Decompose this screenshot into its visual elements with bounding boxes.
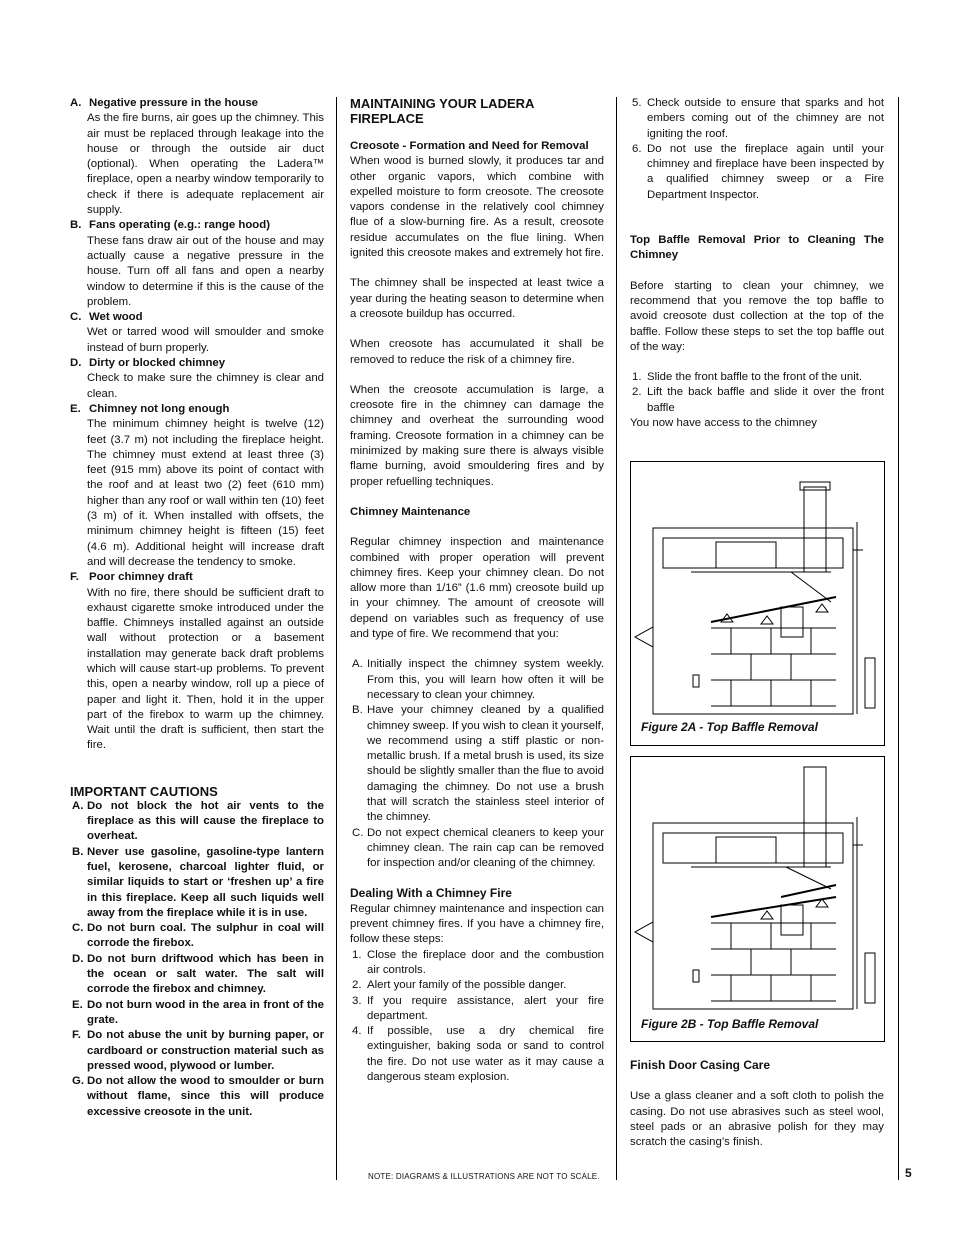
trouble-item-title	[70, 402, 324, 417]
maintenance-item	[350, 657, 604, 703]
trouble-item-body: Check to make sure the chimney is clear and clean.	[87, 372, 324, 400]
caution-letter: D.	[72, 952, 84, 965]
fire-step	[630, 142, 884, 203]
figure-2b-caption: Figure 2B - Top Baffle Removal	[641, 1017, 819, 1031]
page-number: 5	[905, 1166, 912, 1180]
chimney-fire-steps-continued	[630, 96, 884, 203]
maintenance-item-text: Initially inspect the chimney system weekly. From this, you will learn how often it will be necessary to clean your chimney.	[367, 658, 604, 701]
scale-footnote: NOTE: DIAGRAMS & ILLUSTRATIONS ARE NOT TO SCALE.	[368, 1172, 600, 1181]
fire-step-text: Alert your family of the possible danger.	[367, 979, 567, 992]
caution-text: Never use gasoline, gasoline-type lantern fuel, kerosene, charcoal lighter fluid, or similar liquids to start or ‘freshen up’ a fire in this fireplace. Keep all such liquids well away from the fireplace while it is in use.	[87, 845, 324, 919]
maintenance-item-marker: B.	[352, 704, 363, 717]
baffle-removal-heading: Top Baffle Removal Prior to Cleaning The Chimney	[630, 234, 884, 262]
baffle-step-marker: 2.	[632, 386, 642, 399]
chimney-maintenance-list	[350, 657, 604, 871]
caution-item	[70, 1074, 324, 1120]
maintenance-item-text: Have your chimney cleaned by a qualified chimney sweep. If you wish to clean it yourself, we recommend using a stiff plastic or non-metallic brush. If a metal brush is used, its size should be slightly smaller than the flue to avoid damaging the chimney. Do not use a brush that will scratch the stainless steel interior of the chimney.	[367, 704, 604, 824]
caution-text: Do not burn coal. The sulphur in coal will corrode the firebox.	[87, 922, 324, 950]
maintenance-item	[350, 703, 604, 825]
trouble-item-title	[70, 96, 324, 111]
trouble-item-letter: E.	[70, 402, 81, 415]
casing-care-heading: Finish Door Casing Care	[630, 1058, 771, 1072]
column-rule-2	[616, 97, 617, 1180]
trouble-item-title	[70, 356, 324, 371]
creosote-paragraph-3: When creosote has accumulated it shall be removed to reduce the risk of a chimney fire.	[350, 338, 604, 366]
fire-step-text: Close the fireplace door and the combustion air controls.	[367, 948, 604, 976]
fire-step-marker: 3.	[352, 994, 362, 1007]
fire-step-text: If you require assistance, alert your fire department.	[367, 994, 604, 1022]
caution-text: Do not abuse the unit by burning paper, or cardboard or construction material such as pressed wood, plywood or lumber.	[87, 1029, 324, 1072]
column-baffle-care	[630, 96, 884, 431]
caution-item	[70, 921, 324, 952]
caution-letter: A.	[72, 799, 84, 812]
baffle-removal-steps	[630, 370, 884, 416]
chimney-fire-paragraph: Regular chimney maintenance and inspection can prevent chimney fires. If you have a chimney fire, follow these steps:	[350, 902, 604, 946]
caution-letter: E.	[72, 998, 83, 1011]
trouble-item-letter: B.	[70, 219, 82, 232]
chimney-fire-heading: Dealing With a Chimney Fire	[350, 886, 512, 901]
creosote-paragraph-4: When the creosote accumulation is large, a creosote fire in the chimney can damage the chimney and overheat the surrounding wood framing. Creosote formation in a chimney can be minimized by making sure there is always visible flame burning, avoid smouldering fires and by proper refuelling techniques.	[350, 383, 604, 488]
figure-2a-caption: Figure 2A - Top Baffle Removal	[641, 720, 818, 734]
baffle-step-marker: 1.	[632, 371, 642, 384]
caution-item	[70, 952, 324, 998]
spacer	[70, 754, 324, 784]
column-maintenance	[350, 96, 604, 1085]
caution-letter: C.	[72, 922, 84, 935]
caution-item	[70, 998, 324, 1029]
caution-item	[70, 845, 324, 921]
fire-step-marker: 2.	[352, 979, 362, 992]
creosote-heading: Creosote - Formation and Need for Removal	[350, 140, 589, 152]
fire-step	[350, 948, 604, 979]
trouble-item-heading: Fans operating (e.g.: range hood)	[89, 219, 270, 232]
casing-care-section	[630, 1058, 884, 1150]
trouble-item-title	[70, 310, 324, 325]
chimney-maintenance-paragraph: Regular chimney inspection and maintenance combined with proper operation will prevent chimney fires. Keep your chimney clean. Do not allow more than 1/16” (1.6 mm) creosote build up in your chimney. The amount of creosote will depend on variables such as frequency of use and type of fire. We recommend that you:	[350, 536, 604, 641]
fire-step	[350, 1024, 604, 1085]
caution-item	[70, 799, 324, 845]
caution-text: Do not burn wood in the area in front of the grate.	[87, 998, 324, 1026]
fire-step-marker: 5.	[632, 97, 642, 109]
trouble-item-body: These fans draw air out of the house and may actually cause a negative pressure in the house. Turn off all fans and open a nearby window to determine if this is the cause of the problem.	[87, 234, 324, 308]
caution-text: Do not block the hot air vents to the fireplace as this will cause the fireplace to overheat.	[87, 799, 324, 843]
figure-2b-illustration	[631, 757, 884, 1041]
chimney-maintenance-heading: Chimney Maintenance	[350, 505, 471, 518]
column-rule-3	[898, 97, 899, 1180]
baffle-step	[630, 385, 884, 416]
column-rule-1	[336, 97, 337, 1180]
maintenance-item-text: Do not expect chemical cleaners to keep your chimney clean. The rain cap can be removed for inspection and/or cleaning of the chimney.	[367, 826, 604, 870]
baffle-step-text: Lift the back baffle and slide it over the front baffle	[647, 386, 884, 414]
trouble-item-letter: F.	[70, 571, 79, 584]
fire-step-marker: 4.	[352, 1025, 362, 1038]
baffle-step-text: Slide the front baffle to the front of the unit.	[647, 371, 863, 384]
trouble-item-heading: Chimney not long enough	[89, 402, 230, 415]
figure-2a	[630, 461, 885, 746]
trouble-item-body: Wet or tarred wood will smoulder and smoke instead of burn properly.	[87, 326, 324, 354]
fire-step	[630, 96, 884, 142]
baffle-removal-paragraph: Before starting to clean your chimney, we recommend that you remove the top baffle to avoid creosote dust collection at the top of the baffle. Follow these steps to set the top baffle out of the way:	[630, 279, 884, 353]
fire-step-marker: 1.	[352, 948, 362, 961]
fire-step	[350, 994, 604, 1025]
caution-text: Do not burn driftwood which has been in the ocean or salt water. The salt will corrode the firebox and chimney.	[87, 952, 324, 996]
trouble-item-letter: A.	[70, 97, 82, 109]
cautions-list	[70, 799, 324, 1120]
trouble-item-body: As the fire burns, air goes up the chimney. This air must be replaced through leakage into the house or through the outside air duct (optional). When operating the Ladera™ fireplace, open a nearby window temporarily to check if there is adequate replacement air supply.	[87, 112, 325, 217]
trouble-item-body: With no fire, there should be sufficient draft to exhaust cigarette smoke introduced under the baffle. Chimneys installed against an outside wall without protection or a basement installation may generate back draft problems which will cause start-up problems. To prevent this, open a nearby window, roll up a piece of paper and light it. Then, hold it in the upper part of the firebox to warm up the chimney. Wait until the draft is sufficient, then start the fire.	[87, 586, 324, 752]
fire-step	[350, 978, 604, 993]
trouble-item-body: The minimum chimney height is twelve (12) feet (3.7 m) not including the fireplace height. The chimney must extend at least three (3) feet (915 mm) above its point of contact with the roof and at least two (2) feet (610 mm) higher than any roof or wall within ten (10) feet (3 m) of it. When installed with offsets, the minimum chimney height is fifteen (15) feet (4.6 m). Additional height will increase draft and will decrease the tendency to smoke.	[87, 418, 324, 568]
column-troubleshooting	[70, 96, 324, 1120]
trouble-item-heading: Dirty or blocked chimney	[89, 357, 226, 370]
caution-text: Do not allow the wood to smoulder or burn without flame, since this will produce excessive creosote in the unit.	[87, 1075, 324, 1118]
casing-care-paragraph: Use a glass cleaner and a soft cloth to polish the casing. Do not use abrasives such as steel wool, steel pads or an abrasive polish for they may scratch the casing’s finish.	[630, 1090, 884, 1149]
section-heading-maintaining: MAINTAINING YOUR LADERA FIREPLACE	[350, 96, 534, 126]
trouble-item-heading: Poor chimney draft	[89, 571, 193, 584]
trouble-item-title	[70, 218, 324, 233]
figure-2a-illustration	[631, 462, 884, 745]
caution-letter: F.	[72, 1029, 81, 1042]
caution-item	[70, 1028, 324, 1074]
chimney-fire-steps-list	[350, 948, 604, 1086]
caution-letter: G.	[72, 1075, 85, 1088]
fire-step-marker: 6.	[632, 142, 642, 155]
trouble-item-letter: D.	[70, 357, 82, 370]
trouble-item-heading: Negative pressure in the house	[89, 97, 259, 109]
trouble-item-heading: Wet wood	[89, 311, 143, 324]
maintenance-item-marker: A.	[352, 658, 363, 671]
trouble-item-title	[70, 570, 324, 585]
fire-step-text: Do not use the fireplace again until your chimney and fireplace have been inspected by a qualified chimney sweep or a Fire Department Inspector.	[647, 142, 884, 201]
caution-letter: B.	[72, 845, 84, 858]
creosote-paragraph-1: When wood is burned slowly, it produces tar and other organic vapors, which combine with expelled moisture to form creosote. The creosote vapors condense in the relatively cool chimney flue of a slow-burning fire. As a result, creosote residue accumulates on the flue lining. When ignited this creosote makes and extremely hot fire.	[350, 155, 604, 260]
baffle-removal-after: You now have access to the chimney	[630, 417, 818, 430]
important-cautions-heading: IMPORTANT CAUTIONS	[70, 783, 218, 799]
fire-step-text: Check outside to ensure that sparks and hot embers coming out of the chimney are not igniting the roof.	[647, 97, 884, 140]
figure-2b	[630, 756, 885, 1042]
baffle-step	[630, 370, 884, 385]
trouble-item-letter: C.	[70, 311, 82, 324]
maintenance-item	[350, 826, 604, 872]
creosote-paragraph-2: The chimney shall be inspected at least twice a year during the heating season to determine when a creosote buildup has occurred.	[350, 277, 604, 320]
maintenance-item-marker: C.	[352, 826, 364, 839]
fire-step-text: If possible, use a dry chemical fire extinguisher, baking soda or sand to control the fire. Do not use water as it may cause a dangerous steam explosion.	[367, 1025, 604, 1084]
